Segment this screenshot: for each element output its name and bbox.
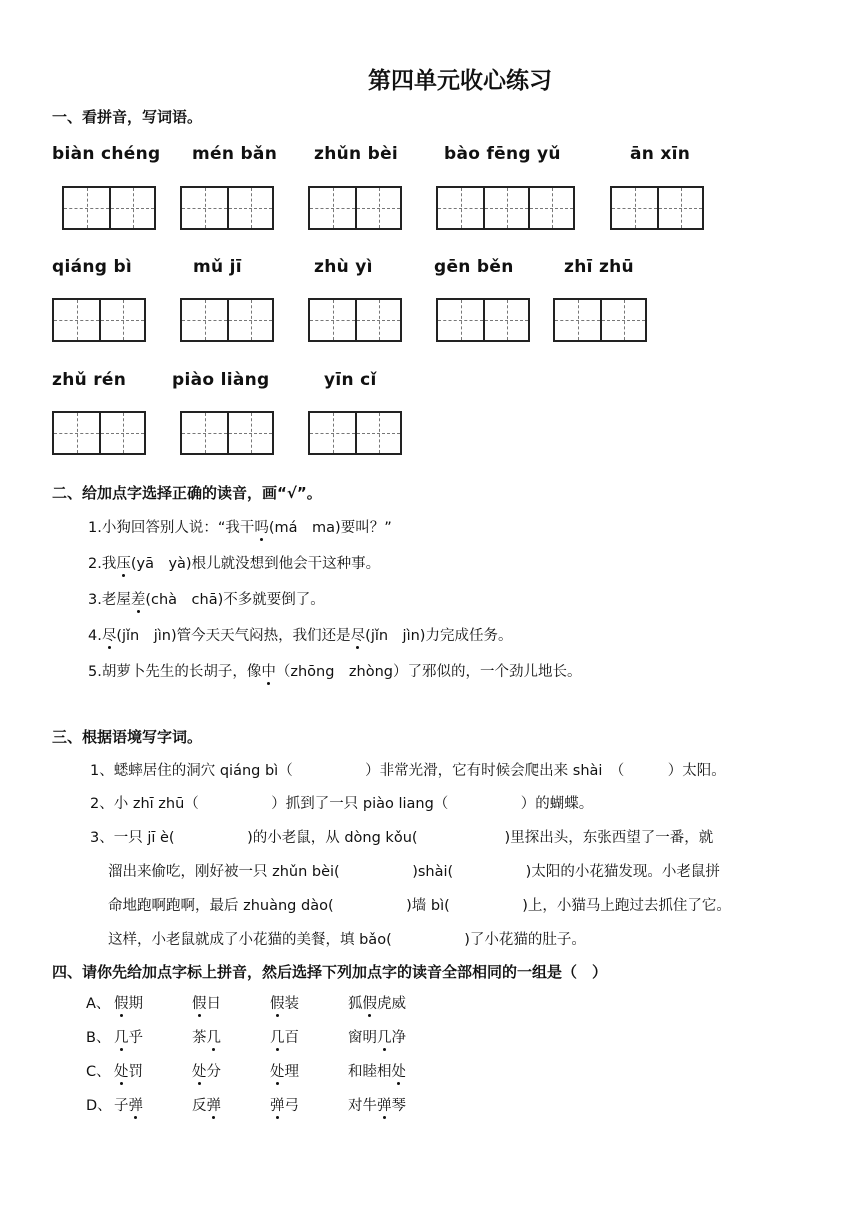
question-options[interactable]: (jǐn jìn)管今天天气闷热，我们还是: [116, 628, 351, 644]
pinyin-label: zhī zhū: [564, 257, 634, 277]
passage-line[interactable]: 这样，小老鼠就成了小花猫的美餐，填 bǎo( )了小花猫的肚子。: [108, 932, 586, 948]
question-text: 5.胡萝卜先生的长胡子，像: [88, 664, 262, 680]
word-item: 和睦相处: [348, 1060, 406, 1081]
pinyin-label: piào liàng: [172, 370, 270, 390]
pinyin-label: zhǔ rén: [52, 370, 127, 390]
pinyin-label: mǔ jī: [193, 257, 242, 277]
writing-grid[interactable]: [180, 411, 274, 455]
dotted-char: 差: [131, 588, 146, 609]
dotted-char: 吗: [254, 516, 269, 537]
question-options[interactable]: (yā yà)根儿就没想到他会干这种事。: [130, 556, 381, 572]
question-text: 4.: [88, 628, 102, 644]
dotted-char: 压: [116, 552, 131, 573]
writing-grid[interactable]: [180, 186, 274, 230]
word-item: 假期: [114, 992, 143, 1013]
writing-grid[interactable]: [436, 298, 530, 342]
writing-grid[interactable]: [180, 298, 274, 342]
writing-grid[interactable]: [553, 298, 647, 342]
section-1-heading: 一、看拼音，写词语。: [52, 108, 203, 126]
pinyin-label: qiáng bì: [52, 257, 133, 277]
option-label-b[interactable]: B、: [86, 1030, 111, 1046]
word-item: 处理: [270, 1060, 299, 1081]
question-options[interactable]: (má ma)要叫？”: [268, 520, 392, 536]
word-item: 几百: [270, 1026, 299, 1047]
option-label-a[interactable]: A、: [86, 996, 111, 1012]
passage-line[interactable]: 溜出来偷吃，刚好被一只 zhǔn bèi( )shài( )太阳的小花猫发现。小老鼠拼: [108, 864, 720, 880]
word-item: 子弹: [114, 1094, 143, 1115]
pinyin-label: bào fēng yǔ: [444, 144, 561, 164]
question-2-1: [88, 516, 392, 537]
writing-grid[interactable]: [610, 186, 704, 230]
pinyin-label: mén bǎn: [192, 144, 278, 164]
dotted-char: 尽: [102, 624, 117, 645]
word-item: 弹弓: [270, 1094, 299, 1115]
question-2-2: [88, 552, 380, 573]
question-options[interactable]: （zhōng zhòng）了邪似的，一个劲儿地长。: [275, 664, 582, 680]
question-2-5: [88, 660, 581, 681]
word-item: 假装: [270, 992, 299, 1013]
pinyin-label: gēn běn: [434, 257, 514, 277]
question-options[interactable]: (chà chā)不多就要倒了。: [145, 592, 325, 608]
dotted-char: 尽: [351, 624, 366, 645]
word-item: 处罚: [114, 1060, 143, 1081]
dotted-char: 中: [261, 660, 276, 681]
section-2-heading: 二、给加点字选择正确的读音，画“√”。: [52, 484, 322, 502]
word-item: 几乎: [114, 1026, 143, 1047]
passage-line[interactable]: 2、小 zhī zhū（ ）抓到了一只 piào liang（ ）的蝴蝶。: [90, 796, 594, 812]
pinyin-label: yīn cǐ: [324, 370, 377, 390]
word-item: 对牛弹琴: [348, 1094, 406, 1115]
question-2-4: [88, 624, 512, 645]
writing-grid[interactable]: [308, 186, 402, 230]
word-item: 狐假虎威: [348, 992, 406, 1013]
page-title: 第四单元收心练习: [368, 68, 552, 94]
question-text: 2.我: [88, 556, 117, 572]
passage-line[interactable]: 命地跑啊跑啊，最后 zhuàng dào( )墙 bì( )上，小猫马上跑过去抓住了它。: [108, 898, 731, 914]
writing-grid[interactable]: [436, 186, 575, 230]
word-item: 反弹: [192, 1094, 221, 1115]
question-options[interactable]: (jǐn jìn)力完成任务。: [365, 628, 513, 644]
passage-line[interactable]: 1、蟋蟀居住的洞穴 qiáng bì（ ）非常光滑，它有时候会爬出来 shài （ ）太阳。: [90, 763, 726, 779]
writing-grid[interactable]: [62, 186, 156, 230]
word-item: 假日: [192, 992, 221, 1013]
pinyin-label: zhù yì: [314, 257, 373, 277]
question-2-3: [88, 588, 325, 609]
section-3-heading: 三、根据语境写字词。: [52, 728, 203, 746]
writing-grid[interactable]: [52, 411, 146, 455]
word-item: 处分: [192, 1060, 221, 1081]
option-label-d[interactable]: D、: [86, 1098, 112, 1114]
pinyin-label: biàn chéng: [52, 144, 161, 164]
passage-line[interactable]: 3、一只 jī è( )的小老鼠，从 dòng kǒu( )里探出头，东张西望了一番，就: [90, 830, 714, 846]
pinyin-label: ān xīn: [630, 144, 691, 164]
question-text: 3.老屋: [88, 592, 131, 608]
pinyin-label: zhǔn bèi: [314, 144, 399, 164]
section-4-heading: 四、请你先给加点字标上拼音，然后选择下列加点字的读音全部相同的一组是（ ）: [52, 963, 608, 981]
word-item: 茶几: [192, 1026, 221, 1047]
word-item: 窗明几净: [348, 1026, 406, 1047]
writing-grid[interactable]: [52, 298, 146, 342]
writing-grid[interactable]: [308, 411, 402, 455]
question-text: 1.小狗回答别人说：“我干: [88, 520, 255, 536]
option-label-c[interactable]: C、: [86, 1064, 111, 1080]
writing-grid[interactable]: [308, 298, 402, 342]
